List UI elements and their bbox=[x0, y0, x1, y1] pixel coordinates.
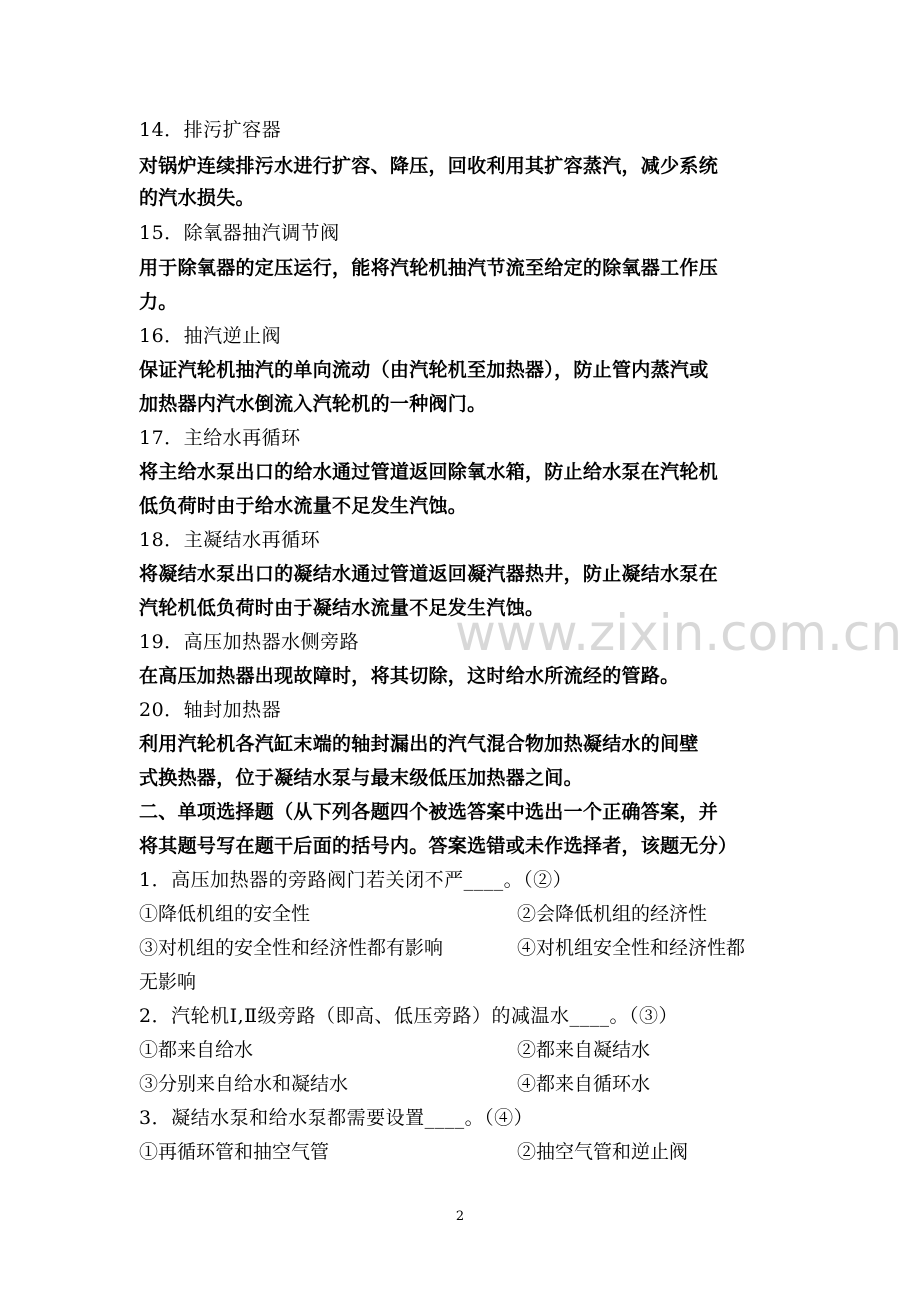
question-3: 3．凝结水泵和给水泵都需要设置____。（④） bbox=[139, 1107, 534, 1129]
definition-line: 用于除氧器的定压运行，能将汽轮机抽汽节流至给定的除氧器工作压 bbox=[139, 257, 719, 279]
term-heading-16: 16．抽汽逆止阀 bbox=[139, 325, 282, 347]
q2-option-b: ②都来自凝结水 bbox=[517, 1039, 651, 1061]
q3-option-a: ①再循环管和抽空气管 bbox=[139, 1141, 330, 1163]
q2-option-a: ①都来自给水 bbox=[139, 1039, 254, 1061]
question-1: 1．高压加热器的旁路阀门若关闭不严____。（②） bbox=[139, 869, 573, 891]
section-heading: 二、单项选择题（从下列各题四个被选答案中选出一个正确答案，并 bbox=[139, 801, 719, 823]
definition-line: 利用汽轮机各汽缸末端的轴封漏出的汽气混合物加热凝结水的间壁 bbox=[139, 733, 699, 755]
watermark: www.zixin.com.cn bbox=[455, 604, 903, 662]
definition-line: 保证汽轮机抽汽的单向流动（由汽轮机至加热器），防止管内蒸汽或 bbox=[139, 359, 709, 381]
definition-line: 在高压加热器出现故障时，将其切除，这时给水所流经的管路。 bbox=[139, 665, 680, 687]
term-heading-19: 19．高压加热器水侧旁路 bbox=[139, 631, 360, 653]
definition-line: 的汽水损失。 bbox=[139, 187, 255, 209]
page-number: 2 bbox=[455, 1209, 465, 1224]
definition-line: 汽轮机低负荷时由于凝结水流量不足发生汽蚀。 bbox=[139, 597, 545, 619]
term-heading-18: 18．主凝结水再循环 bbox=[139, 529, 321, 551]
definition-line: 将主给水泵出口的给水通过管道返回除氧水箱，防止给水泵在汽轮机 bbox=[139, 461, 719, 483]
q2-option-d: ④都来自循环水 bbox=[517, 1073, 651, 1095]
q1-option-d-continued: 无影响 bbox=[139, 971, 197, 993]
q1-option-d: ④对机组安全性和经济性都 bbox=[517, 937, 746, 959]
q1-option-c: ③对机组的安全性和经济性都有影响 bbox=[139, 937, 444, 959]
q1-option-a: ①降低机组的安全性 bbox=[139, 903, 311, 925]
definition-line: 力。 bbox=[139, 291, 178, 313]
question-2: 2．汽轮机Ⅰ,Ⅱ级旁路（即高、低压旁路）的减温水____。（③） bbox=[139, 1005, 679, 1027]
term-heading-15: 15．除氧器抽汽调节阀 bbox=[139, 222, 340, 244]
term-heading-17: 17．主给水再循环 bbox=[139, 427, 301, 449]
definition-line: 将凝结水泵出口的凝结水通过管道返回凝汽器热井，防止凝结水泵在 bbox=[139, 563, 719, 585]
definition-line: 式换热器，位于凝结水泵与最末级低压加热器之间。 bbox=[139, 767, 583, 789]
term-heading-14: 14．排污扩容器 bbox=[139, 119, 282, 141]
term-heading-20: 20．轴封加热器 bbox=[139, 699, 282, 721]
definition-line: 对锅炉连续排污水进行扩容、降压，回收利用其扩容蒸汽，减少系统 bbox=[139, 155, 719, 177]
section-instruction: 将其题号写在题干后面的括号内。答案选错或未作选择者，该题无分） bbox=[139, 835, 738, 857]
definition-line: 低负荷时由于给水流量不足发生汽蚀。 bbox=[139, 495, 468, 517]
definition-line: 加热器内汽水倒流入汽轮机的一种阀门。 bbox=[139, 393, 487, 415]
q1-option-b: ②会降低机组的经济性 bbox=[517, 903, 708, 925]
q2-option-c: ③分别来自给水和凝结水 bbox=[139, 1073, 349, 1095]
q3-option-b: ②抽空气管和逆止阀 bbox=[517, 1141, 689, 1163]
